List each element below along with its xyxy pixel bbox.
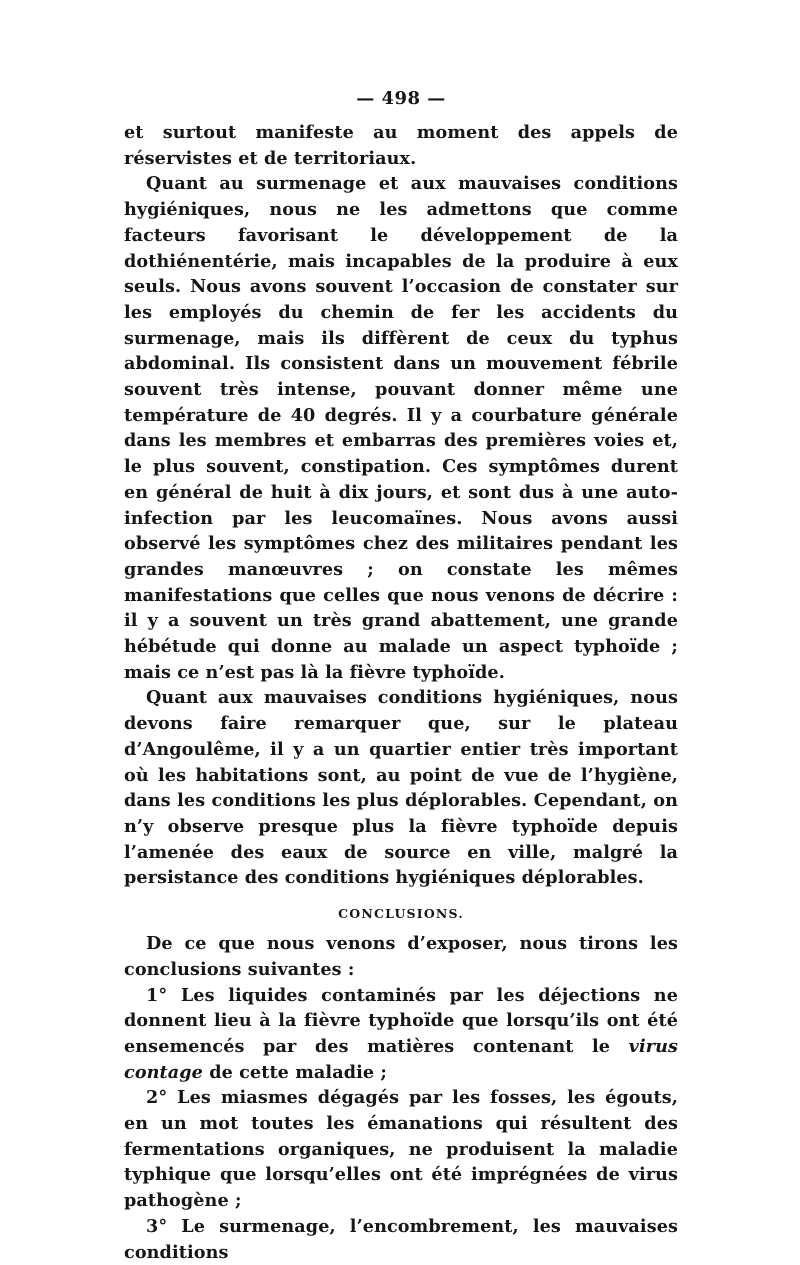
conclusion-1-italic-term: virus contage bbox=[124, 1035, 678, 1083]
paragraph-conclusions-intro: De ce que nous venons d’exposer, nous tirons les conclusions suivantes : bbox=[124, 933, 678, 980]
paragraph-surmenage: Quant au surmenage et aux mauvaises conditions hygiéniques, nous ne les admettons que comme facteurs favorisant le développement de la dothiénentérie, mais incapables de la produire à eux seuls. Nous avons souvent l’occasion de constater sur les employés du chemin de fer les accidents du surmenage, mais ils diffèrent de ceux du typhus abdominal. Ils consistent dans un mouvement fébrile souvent très intense, pouvant donner même une température de 40 degrés. Il y a courbature générale dans les membres et embarras des premières voies et, le plus souvent, constipation. Ces symptômes durent en général de huit à dix jours, et sont dus à une auto-infection par les leucomaïnes. Nous avons aussi observé les symptômes chez des militaires pendant les grandes manœuvres ; on constate les mêmes manifestations que celles que nous venons de décrire : il y a souvent un très grand abattement, une grande hébétude qui donne au malade un aspect typhoïde ; mais ce n’est pas là la fièvre typhoïde. bbox=[124, 173, 678, 683]
paragraph-continuation: et surtout manifeste au moment des appels de réservistes et de territoriaux. bbox=[124, 122, 678, 169]
conclusion-item-1 bbox=[124, 983, 678, 1086]
conclusion-item-2: 2° Les miasmes dégagés par les fosses, les égouts, en un mot toutes les émanations qui résultent des fermentations organiques, ne produisent la maladie typhique que lorsqu’elles ont été imprégnées de virus pathogène ; bbox=[124, 1087, 678, 1212]
page-text-block bbox=[124, 86, 678, 1265]
conclusion-1-text-after: de cette maladie ; bbox=[202, 1061, 387, 1083]
conclusion-item-3: 3° Le surmenage, l’encombrement, les mauvaises conditions bbox=[124, 1215, 678, 1263]
section-heading-conclusions: CONCLUSIONS. bbox=[338, 906, 464, 922]
conclusion-1-text-before: 1° Les liquides contaminés par les déjections ne donnent lieu à la fièvre typhoïde que lorsqu’ils ont été ensemencés par des matières contenant le bbox=[124, 984, 678, 1057]
page-number: — 498 — bbox=[356, 88, 446, 109]
paragraph-hygiene-conditions: Quant aux mauvaises conditions hygiéniques, nous devons faire remarquer que, sur le plateau d’Angoulême, il y a un quartier entier très important où les habitations sont, au point de vue de l’hygiène, dans les conditions les plus déplorables. Cependant, on n’y observe presque plus la fièvre typhoïde depuis l’amenée des eaux de source en ville, malgré la persistance des conditions hygiéniques déplorables. bbox=[124, 687, 678, 889]
